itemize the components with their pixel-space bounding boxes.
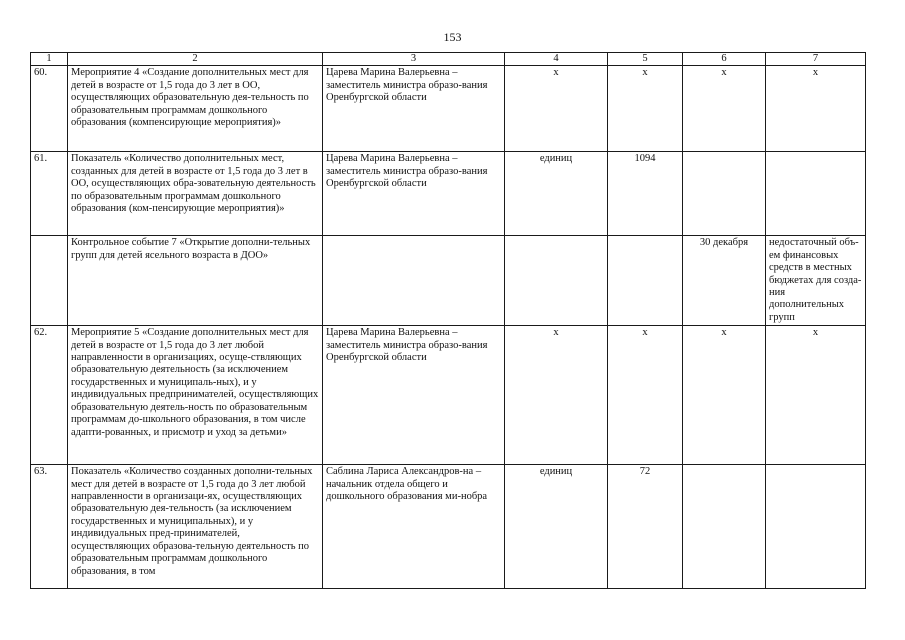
row-responsible: Царева Марина Валерьевна – заместитель министра образо-вания Оренбургской области <box>323 326 505 465</box>
row-risk: х <box>766 66 866 152</box>
control-event-deadline: 30 декабря <box>683 236 766 326</box>
row-unit: х <box>505 66 608 152</box>
row-risk <box>766 152 866 236</box>
row-deadline: х <box>683 66 766 152</box>
column-header-6: 6 <box>683 53 766 66</box>
row-number-empty <box>31 236 68 326</box>
row-deadline: х <box>683 326 766 465</box>
row-responsible: Царева Марина Валерьевна – заместитель министра образо-вания Оренбургской области <box>323 66 505 152</box>
row-deadline <box>683 152 766 236</box>
column-header-row <box>31 53 866 66</box>
row-value: х <box>608 326 683 465</box>
table-row <box>31 66 866 152</box>
row-responsible-empty <box>323 236 505 326</box>
column-header-2: 2 <box>68 53 323 66</box>
column-header-7: 7 <box>766 53 866 66</box>
row-unit: единиц <box>505 465 608 589</box>
row-description: Мероприятие 5 «Создание дополнительных мест для детей в возрасте от 1,5 года до 3 лет любой направленности в организациях, осуще-ствляющих образовательную деятельность (за исключением государственных и муниципаль-ных), и у индивидуальных предпринимателей, осуществляющих образовательную деятель-ность по образовательным программам до-школьного образования, в том числе адапти-рованных, и присмотр и уход за детьми» <box>68 326 323 465</box>
column-header-5: 5 <box>608 53 683 66</box>
row-risk: х <box>766 326 866 465</box>
row-risk <box>766 465 866 589</box>
row-responsible: Царева Марина Валерьевна – заместитель министра образо-вания Оренбургской области <box>323 152 505 236</box>
table-row <box>31 152 866 236</box>
row-deadline <box>683 465 766 589</box>
row-description: Мероприятие 4 «Создание дополнительных мест для детей в возрасте от 1,5 года до 3 лет в ОО, осуществляющих образовательную дея-тельность по образовательным программам дошкольного образования (компенсирующие мероприятия)» <box>68 66 323 152</box>
column-header-1: 1 <box>31 53 68 66</box>
row-description: Показатель «Количество созданных дополни-тельных мест для детей в возрасте от 1,5 года до 3 лет любой направленности в организаци-ях, осуществляющих образовательную дея-тельность (за исключением государственных и муниципальных), и у индивидуальных пред-принимателей, осуществляющих образова-тельную деятельность по образовательным программам дошкольного образования, в том <box>68 465 323 589</box>
row-value: 72 <box>608 465 683 589</box>
row-unit: единиц <box>505 152 608 236</box>
row-description: Показатель «Количество дополнительных мест, созданных для детей в возрасте от 1,5 года до 3 лет в ОО, осуществляющих обра-зовательную деятельность по образовательным программам дошкольного образования (ком-пенсирующие мероприятия)» <box>68 152 323 236</box>
row-value-empty <box>608 236 683 326</box>
row-value: х <box>608 66 683 152</box>
row-number: 62. <box>31 326 68 465</box>
row-value: 1094 <box>608 152 683 236</box>
column-header-4: 4 <box>505 53 608 66</box>
table-row <box>31 465 866 589</box>
row-number: 60. <box>31 66 68 152</box>
plan-table <box>30 52 866 589</box>
row-number: 61. <box>31 152 68 236</box>
table-row <box>31 326 866 465</box>
row-unit-empty <box>505 236 608 326</box>
row-number: 63. <box>31 465 68 589</box>
control-event-description: Контрольное событие 7 «Открытие дополни-тельных групп для детей ясельного возраста в ДОО» <box>68 236 323 326</box>
table-row-control-event <box>31 236 866 326</box>
row-responsible: Саблина Лариса Александров-на – начальник отдела общего и дошкольного образования ми-нобра <box>323 465 505 589</box>
column-header-3: 3 <box>323 53 505 66</box>
page-number: 153 <box>443 30 462 44</box>
control-event-risk: недостаточный объ-ем финансовых средств в местных бюджетах для созда-ния дополнительных групп <box>766 236 866 326</box>
row-unit: х <box>505 326 608 465</box>
